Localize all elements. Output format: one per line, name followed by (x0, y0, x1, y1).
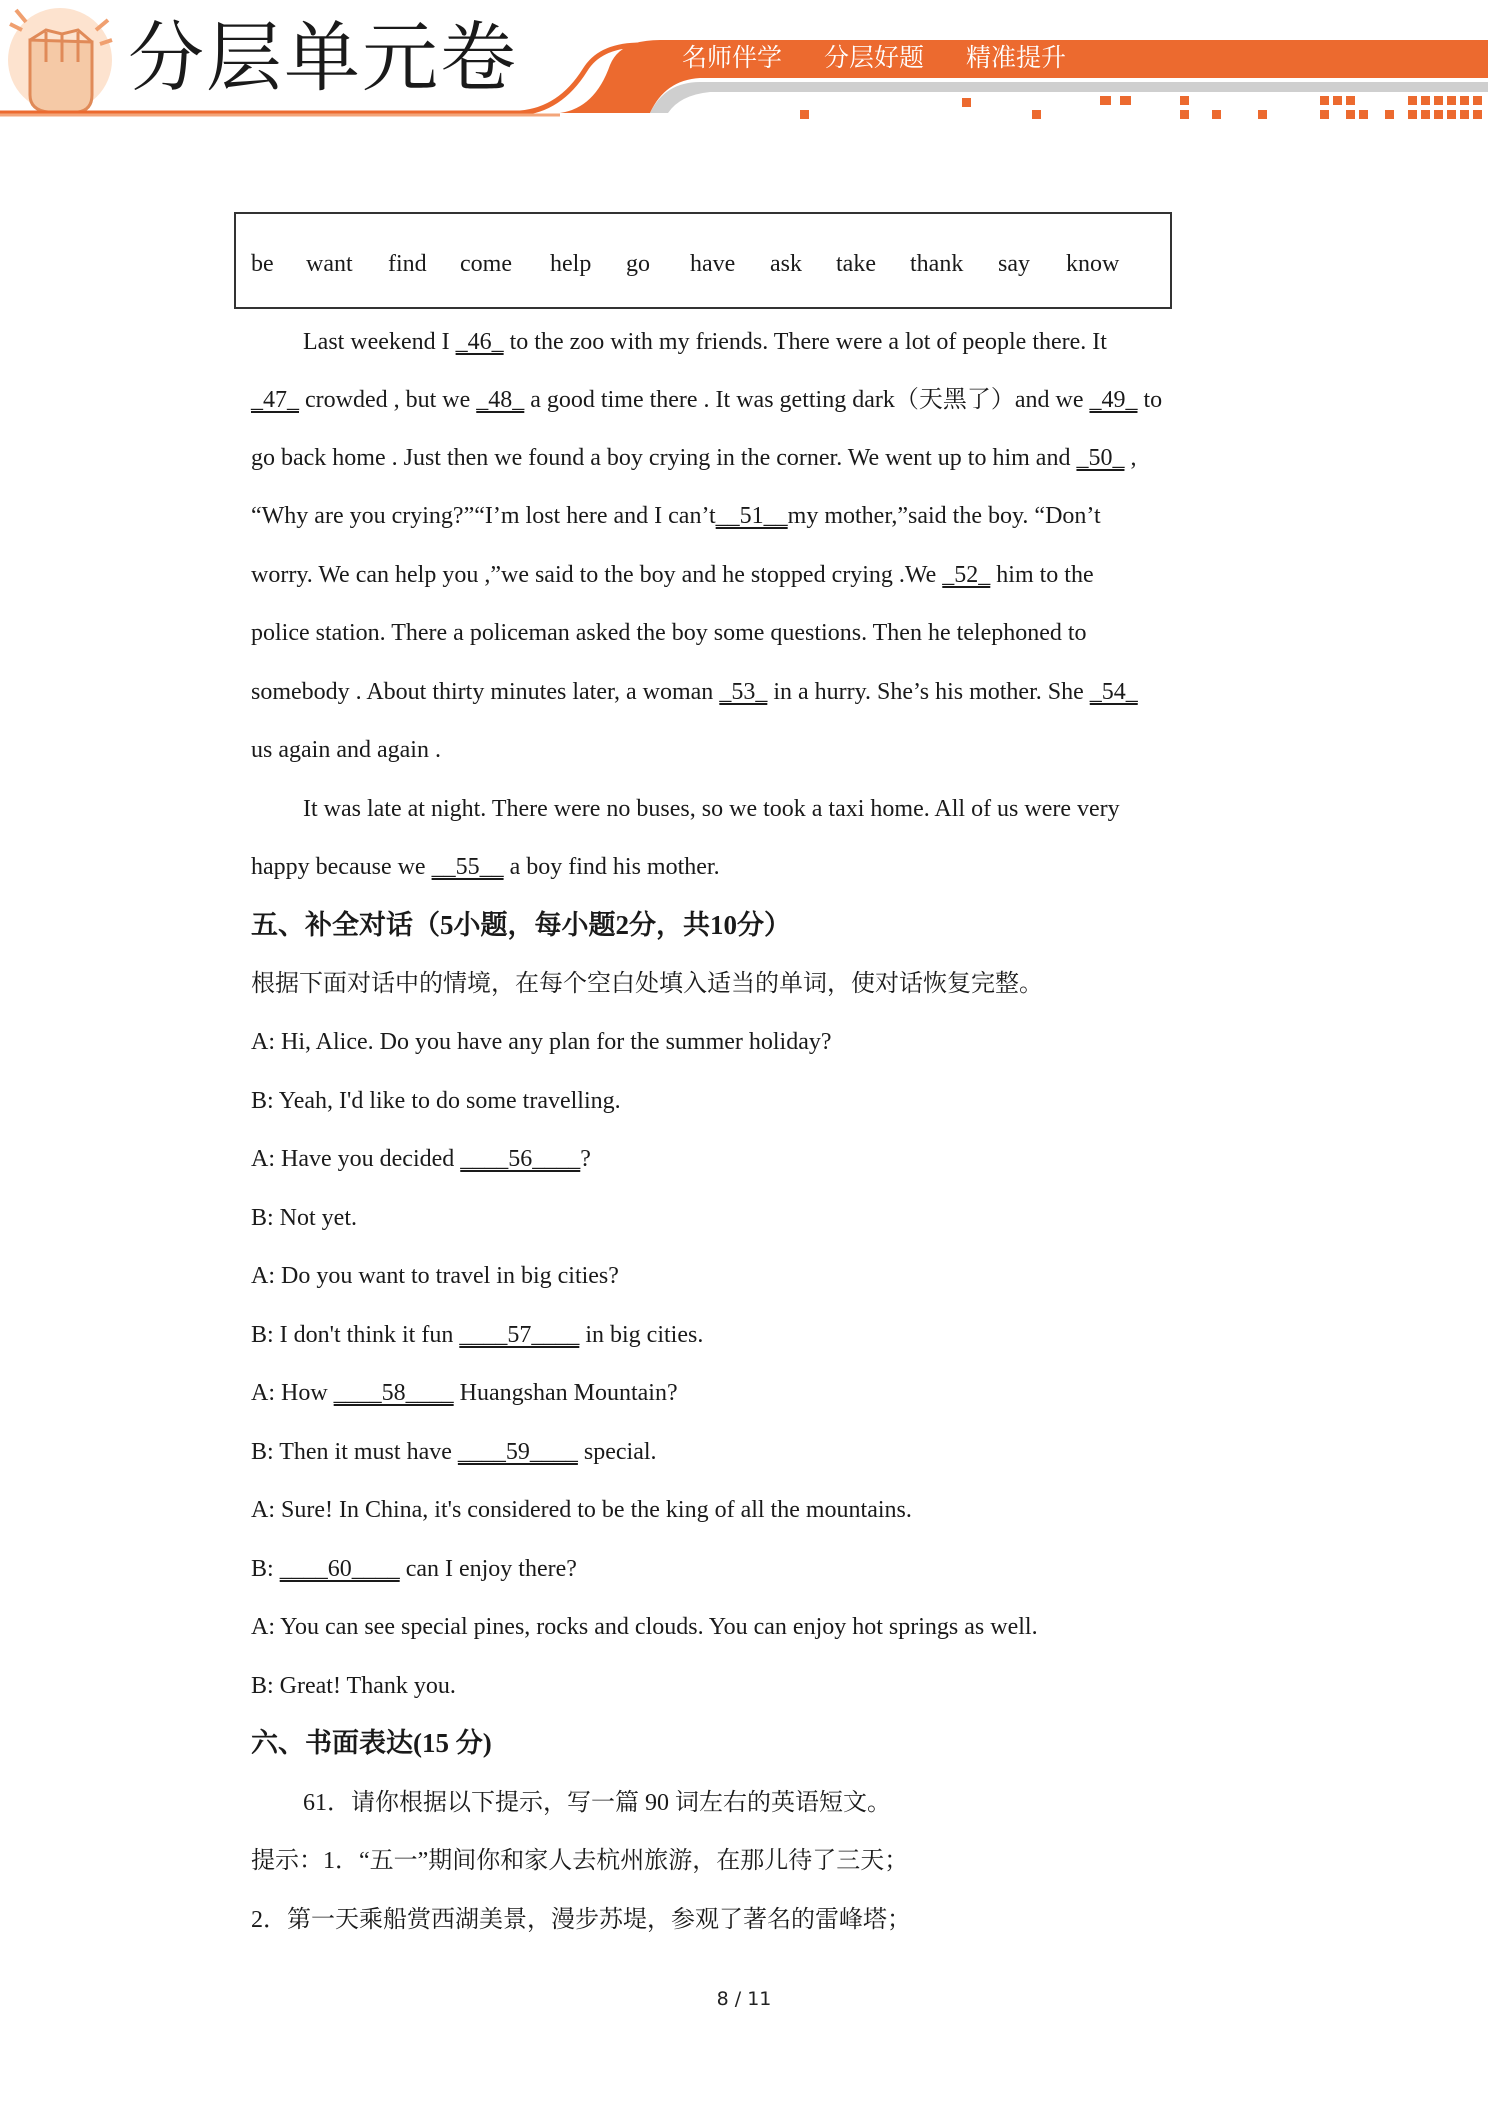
dialogue-line (251, 1323, 703, 1347)
passage-line (251, 563, 1094, 587)
text: Last weekend I (303, 329, 456, 355)
header-slogan (682, 45, 1090, 70)
blank-49[interactable]: _49_ (1089, 387, 1138, 413)
slogan-item: 名师伴学 (682, 43, 783, 72)
blank-46[interactable]: _46_ (455, 329, 504, 355)
passage-line (303, 797, 1120, 821)
hint-line: 提示：1．“五一”期间你和家人去杭州旅游，在那儿待了三天； (251, 1848, 909, 1874)
passage-line (251, 446, 1136, 470)
dialogue-line (251, 1147, 591, 1171)
word-bank-item: know (1066, 251, 1120, 277)
word-bank-item: come (460, 251, 512, 277)
raised-fist-icon (8, 8, 112, 112)
text: B: (251, 1556, 280, 1582)
text: crowded , but we (299, 387, 477, 413)
passage-line (303, 330, 1107, 354)
text: special. (577, 1439, 657, 1465)
dialogue-line: A: You can see special pines, rocks and clouds. You can enjoy hot springs as well. (251, 1614, 1038, 1640)
passage-line (251, 504, 1101, 528)
blank-59[interactable]: ____59____ (457, 1439, 578, 1465)
blank-51[interactable]: __51__ (715, 503, 788, 529)
text: worry. We can help you ,”we said to the boy and he stopped crying .We (251, 562, 943, 588)
text: A: How (251, 1380, 334, 1406)
word-bank-item: thank (910, 251, 964, 277)
brand-title: 分层单元卷 (128, 13, 518, 102)
dialogue-line (251, 1440, 657, 1464)
blank-50[interactable]: _50_ (1076, 445, 1125, 471)
question-text: 61．请你根据以下提示，写一篇 90 词左右的英语短文。 (303, 1790, 891, 1816)
blank-60[interactable]: ____60____ (279, 1556, 400, 1582)
slogan-item: 分层好题 (823, 43, 924, 72)
text: B: I don't think it fun (251, 1322, 460, 1348)
dialogue-line: B: Yeah, I'd like to do some travelling. (251, 1088, 621, 1114)
section-heading: 五、补全对话（5小题，每小题2分，共10分） (251, 910, 791, 940)
dialogue-line: A: Hi, Alice. Do you have any plan for the summer holiday? (251, 1029, 832, 1055)
word-bank-item: have (690, 251, 736, 277)
text: police station. There a policeman asked the boy some questions. Then he telephoned to (251, 620, 1087, 646)
text: Huangshan Mountain? (453, 1380, 678, 1406)
word-bank-item: help (550, 251, 592, 277)
text: a good time there . It was getting dark（天黑了）and we (524, 387, 1090, 413)
text: ? (580, 1146, 591, 1172)
blank-48[interactable]: _48_ (476, 387, 525, 413)
word-bank-item: take (836, 251, 876, 277)
text: to (1137, 387, 1163, 413)
text: , (1124, 445, 1137, 471)
text: can I enjoy there? (399, 1556, 577, 1582)
text: a boy find his mother. (503, 854, 720, 880)
word-bank-item: go (626, 251, 650, 277)
text: somebody . About thirty minutes later, a woman (251, 679, 720, 705)
word-bank-item: be (251, 251, 274, 277)
word-bank-item: say (998, 251, 1030, 277)
passage-line (251, 621, 1087, 645)
text: It was late at night. There were no buses, so we took a taxi home. All of us were very (303, 796, 1120, 822)
blank-53[interactable]: _53_ (719, 679, 768, 705)
text: us again and again . (251, 737, 441, 763)
blank-52[interactable]: _52_ (942, 562, 991, 588)
word-bank-item: ask (770, 251, 802, 277)
text: my mother,”said the boy. “Don’t (787, 503, 1101, 529)
dialogue-line: B: Great! Thank you. (251, 1673, 456, 1699)
blank-55[interactable]: __55__ (431, 854, 504, 880)
blank-57[interactable]: ____57____ (459, 1322, 580, 1348)
decor-squares (800, 96, 1482, 119)
text: go back home . Just then we found a boy crying in the corner. We went up to him and (251, 445, 1077, 471)
slogan-item: 精准提升 (965, 43, 1066, 72)
text: “Why are you crying?”“I’m lost here and I can’t (251, 503, 716, 529)
text: in big cities. (579, 1322, 704, 1348)
word-bank-item: want (306, 251, 353, 277)
passage-line (251, 855, 720, 879)
word-bank-item: find (388, 251, 427, 277)
passage-line (251, 388, 1162, 412)
passage-line (251, 738, 441, 762)
hint-line: 2．第一天乘船赏西湖美景，漫步苏堤，参观了著名的雷峰塔； (251, 1907, 911, 1933)
dialogue-line: B: Not yet. (251, 1205, 357, 1231)
instruction-text: 根据下面对话中的情境，在每个空白处填入适当的单词，使对话恢复完整。 (251, 971, 1043, 997)
blank-56[interactable]: ____56____ (460, 1146, 581, 1172)
dialogue-line (251, 1381, 678, 1405)
dialogue-line: A: Sure! In China, it's considered to be the king of all the mountains. (251, 1497, 912, 1523)
blank-47[interactable]: _47_ (251, 387, 299, 413)
text: to the zoo with my friends. There were a lot of people there. It (503, 329, 1107, 355)
dialogue-line: A: Do you want to travel in big cities? (251, 1263, 619, 1289)
page-number: 8 / 11 (716, 1988, 772, 2010)
dialogue-line (251, 1557, 577, 1581)
text: happy because we (251, 854, 432, 880)
section-heading: 六、书面表达(15 分) (251, 1728, 492, 1758)
text: him to the (990, 562, 1094, 588)
blank-54[interactable]: _54_ (1089, 679, 1138, 705)
word-bank-box (234, 212, 1172, 309)
text: A: Have you decided (251, 1146, 461, 1172)
text: in a hurry. She’s his mother. She (767, 679, 1090, 705)
blank-58[interactable]: ____58____ (333, 1380, 454, 1406)
text: B: Then it must have (251, 1439, 458, 1465)
passage-line (251, 680, 1138, 704)
page-header (0, 0, 1488, 150)
